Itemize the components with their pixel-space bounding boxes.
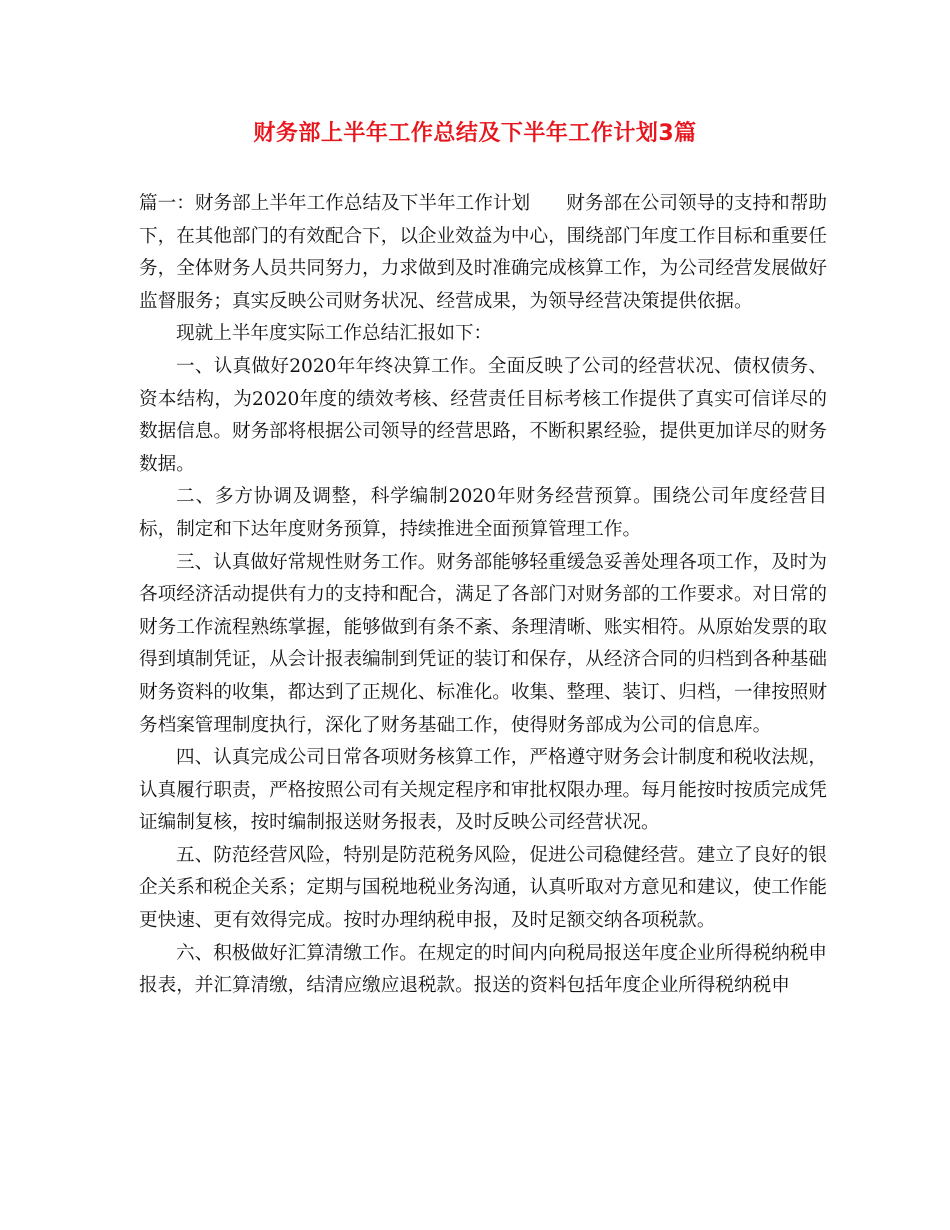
paragraph: 二、多方协调及调整，科学编制2020年财务经营预算。围绕公司年度经营目标，制定和下达年度财务预算，持续推进全面预算管理工作。 bbox=[139, 486, 827, 540]
paragraph: 六、积极做好汇算清缴工作。在规定的时间内向税局报送年度企业所得税纳税申报表，并汇算清缴，结清应缴应退税款。报送的资料包括年度企业所得税纳税申 bbox=[139, 942, 827, 997]
paragraph: 现就上半年度实际工作总结汇报如下： bbox=[176, 323, 493, 345]
document-title: 财务部上半年工作总结及下半年工作计划3篇 bbox=[253, 121, 697, 146]
paragraph: 一、认真做好2020年年终决算工作。全面反映了公司的经营状况、债权债务、资本结构，为2020年度的绩效考核、经营责任目标考核工作提供了真实可信详尽的数据信息。财务部将根据公司领导的经营思路，不断积累经验，提供更加详尽的财务数据。 bbox=[139, 355, 827, 475]
paragraph: 四、认真完成公司日常各项财务核算工作，严格遵守财务会计制度和税收法规，认真履行职责，严格按照公司有关规定程序和审批权限办理。每月能按时按质完成凭证编制复核，按时编制报送财务报表，及时反映公司经营状况。 bbox=[139, 747, 827, 834]
intro-paragraph bbox=[139, 188, 827, 318]
intro-text: 财务部在公司领导的支持和帮助下，在其他部门的有效配合下，以企业效益为中心，围绕部门年度工作目标和重要任务，全体财务人员共同努力，力求做到及时准确完成核算工作，为公司经营发展做好监督服务；真实反映公司财务状况、经营成果，为领导经营决策提供依据。 bbox=[139, 193, 827, 312]
paragraph: 三、认真做好常规性财务工作。财务部能够轻重缓急妥善处理各项工作，及时为各项经济活动提供有力的支持和配合，满足了各部门对财务部的工作要求。对日常的财务工作流程熟练掌握，能够做到有条不紊、条理清晰、账实相符。从原始发票的取得到填制凭证，从会计报表编制到凭证的装订和保存，从经济合同的归档到各种基础财务资料的收集，都达到了正规化、标准化。收集、整理、装订、归档，一律按照财务档案管理制度执行，深化了财务基础工作，使得财务部成为公司的信息库。 bbox=[139, 551, 827, 736]
intro-heading: 篇一：财务部上半年工作总结及下半年工作计划 bbox=[139, 193, 531, 214]
document-body bbox=[139, 188, 827, 1003]
paragraph: 五、防范经营风险，特别是防范税务风险，促进公司稳健经营。建立了良好的银企关系和税企关系；定期与国税地税业务沟通，认真听取对方意见和建议，使工作能更快速、更有效得完成。按时办理纳税申报，及时足额交纳各项税款。 bbox=[139, 844, 827, 932]
